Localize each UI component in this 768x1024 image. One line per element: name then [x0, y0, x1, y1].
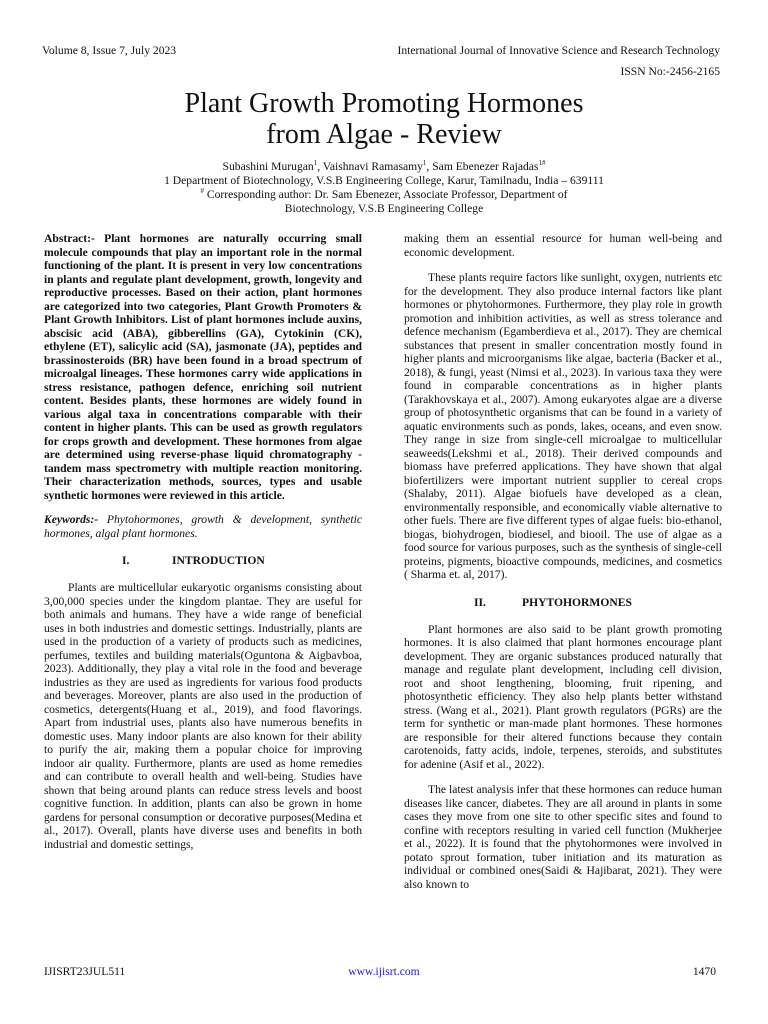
- issn-header: ISSN No:-2456-2165: [620, 65, 720, 78]
- keywords-text: Phytohormones, growth & development, synthetic hormones, algal plant hormones.: [44, 513, 362, 540]
- paper-title-line-2: from Algae - Review: [266, 119, 502, 150]
- section-number: II.: [474, 595, 486, 609]
- body-paragraph: These plants require factors like sunlight, oxygen, nutrients etc for the development. They also produce internal factors like plant hormones or phytohormones. Furthermore, they play role in growth promotion and inhibition activities, as well as stress tolerance and defence mechanism (Egamberdieva et al., 2017). They are chemical substances that present in smaller concentration mostly found in higher plants and microorganisms like algae, bacteria (Backer et al., 2018), & fungi, yeast (Nimsi et al., 2023). In various taxa they were found in comparable concentrations as in higher plants (Tarakhovskaya et al., 2007). Among eukaryotes algae are a diverse group of photosynthetic organisms that can be found in a variety of aquatic environments such as ponds, lakes, oceans, and even snow. They range in size from single-cell microalgae to multicellular seaweeds(Lekshmi et al., 2018). Their derived compounds and biomass have preferred applications. They have shown that algal biofertilizers were important nutrient supplier to cereal crops (Shalaby, 2011). Algae biofuels have developed as a clean, environmentally responsible, and economically viable alternative to other fuels. There are five different types of algae fuels: bio-ethanol, biogas, biohydrogen, biodiesel, and biooil. The use of algae as a food source for various purposes, such as the synthesis of single-cell proteins, pigments, bioactive compounds, medicines, and cosmetics ( Sharma et. al, 2017).: [404, 271, 722, 581]
- author-affiliation: 1 Department of Biotechnology, V.S.B Engineering College, Karur, Tamilnadu, India – 639111: [164, 174, 604, 187]
- author-block: [0, 160, 768, 216]
- author-affiliation-mark: 1: [313, 159, 318, 167]
- introduction-paragraph: Plants are multicellular eukaryotic organisms consisting about 3,00,000 species under the kingdom plantae. They are useful for both animals and humans. They have a wide range of beneficial uses in both industries and domestic settings. Industrially, plants are used in the production of a variety of products such as medicines, perfumes, textiles and building materials(Oguntona & Aigbavboa, 2023). Additionally, they play a vital role in the food and beverage industries as they are used as ingredients for various food products and beverages. Moreover, plants are also used in the production of cosmetics, detergents(Huang et al., 2019), and food flavorings. Apart from industrial uses, plants also have numerous benefits in domestic uses. Many indoor plants are also known for their ability to purify the air, making them a popular choice for improving indoor air quality. Furthermore, plants are used as home remedies and can contribute to overall health and well-being. Studies have shown that being around plants can reduce stress levels and boost cognitive function. In addition, plants can also be grown in home gardens for personal consumption or decorative purposes(Medina et al., 2017). Overall, plants have diverse uses and benefits in both industrial and domestic settings,: [44, 581, 362, 851]
- corresponding-author-line-1: [0, 188, 768, 202]
- body-paragraph: Plant hormones are also said to be plant growth promoting hormones. It is also claimed that plant hormones encourage plant development. They are organic substances produced naturally that manage and regulate plant development, including cell division, root and shoot lengthening, blooming, fruit ripening, and photosynthetic efficiency. They also help plants better withstand stress. (Wang et al., 2021). Plant growth regulators (PGRs) are the term for synthetic or man-made plant hormones. These hormones are responsible for their altered functions because they contain carotenoids, fatty acids, indole, terpenes, steroids, and substitutes for adenine (Asif et al., 2022).: [404, 622, 722, 771]
- corresponding-mark: #: [200, 187, 204, 195]
- journal-name-header: International Journal of Innovative Science and Research Technology: [397, 44, 720, 57]
- section-title: PHYTOHORMONES: [522, 595, 632, 609]
- section-heading-introduction: [44, 554, 362, 568]
- left-column: [44, 232, 362, 851]
- corresponding-author-line-2: Biotechnology, V.S.B Engineering College: [284, 202, 484, 215]
- volume-issue-header: Volume 8, Issue 7, July 2023: [42, 44, 177, 57]
- paper-title-line-1: Plant Growth Promoting Hormones: [184, 88, 584, 119]
- author-names: Subashini Murugan$^1$, Vaishnavi Ramasamy$^1$, Sam Ebenezer Rajadas$^{1\#}$: [222, 159, 546, 173]
- author-affiliation-mark: 1: [422, 159, 427, 167]
- paper-title: [0, 88, 768, 150]
- author-name: Subashini Murugan: [222, 160, 314, 173]
- author-name: Vaishnavi Ramasamy: [322, 160, 423, 173]
- keywords: [44, 513, 362, 540]
- continuation-paragraph: making them an essential resource for human well-being and economic development.: [404, 232, 722, 259]
- body-paragraph: The latest analysis infer that these hormones can reduce human diseases like cancer, diabetes. They are all around in plants in some cases they move from one site to other specific sites and found to confine with receptors resulting in varied cell function (Mukherjee et al., 2022). It is found that the phytohormones were involved in potato sprout formation, tuber initiation and its maturation as individual or combined ones(Saidi & Hajibarat, 2021). They were also known to: [404, 783, 722, 891]
- paper-id-footer: IJISRT23JUL511: [44, 965, 126, 978]
- section-number: I.: [122, 554, 130, 567]
- corresponding-author-text: Corresponding author: Dr. Sam Ebenezer, Associate Professor, Department of: [206, 188, 568, 201]
- author-name: Sam Ebenezer Rajadas: [432, 160, 539, 173]
- abstract: Abstract:- Plant hormones are naturally occurring small molecule compounds that play an important role in the normal functioning of the plant. It is present in very low concentrations in plants and regulate plant development, growth, longevity and reproductive processes. Based on their action, plant hormones are categorized into two categories, Plant Growth Promoters & Plant Growth Inhibitors. List of plant hormones include auxins, abscisic acid (ABA), gibberellins (GA), Cytokinin (CK), ethylene (ET), salicylic acid (SA), jasmonate (JA), peptides and brassinosteroids (BR) have been found in a broad spectrum of microalgal lineages. These hormones carry wide applications in stress resistance, pathogen defence, enriching soil nutrient content. Besides plants, these hormones are widely found in various algal taxa in concentrations comparable with their content in higher plants. This can be used as growth regulators for crops growth and development. These hormones from algae are determined using reverse-phase liquid chromatography - tandem mass spectrometry with multiple reaction monitoring. Their characterization methods, sources, types and usable synthetic hormones were reviewed in this article.: [44, 232, 362, 502]
- right-column: [404, 232, 722, 891]
- section-heading-phytohormones: [404, 596, 722, 610]
- author-affiliation-mark: 1#: [538, 159, 546, 167]
- keywords-label: Keywords:-: [44, 513, 99, 526]
- journal-website-link[interactable]: www.ijisrt.com: [348, 965, 420, 978]
- page-number: 1470: [692, 965, 716, 978]
- section-title: INTRODUCTION: [172, 554, 265, 567]
